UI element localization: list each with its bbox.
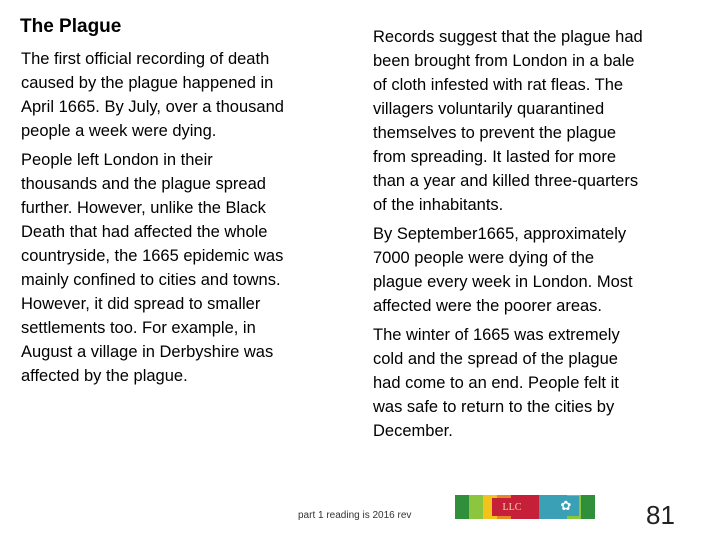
footer-source-text: part 1 reading is 2016 rev: [298, 510, 412, 521]
logo-stripe: [469, 495, 483, 519]
llc-logo: LLC: [492, 498, 532, 516]
right-paragraph-3: The winter of 1665 was extremely cold and the spread of the plague had come to an end. People felt it was safe to return to the cities by December.: [373, 326, 620, 440]
logo-stripe: [455, 495, 469, 519]
left-paragraph-2: People left London in their thousands and the plague spread further. However, unlike the Black Death that had affected the whole countryside, the 1665 epidemic was mainly confined to cities and towns. However, it did spread to smaller settlements too. For example, in August a village in Derbyshire was affected by the plague.: [21, 151, 284, 385]
right-paragraph-2: By September1665, approximately 7000 people were dying of the plague every week in London. Most affected were the poorer areas.: [373, 225, 633, 315]
right-paragraph-1: Records suggest that the plague had been brought from London in a bale of cloth infested with rat fleas. The villagers voluntarily quarantined themselves to prevent the plague from spreading. It lasted for more than a year and killed three-quarters of the inhabitants.: [373, 28, 643, 214]
page-title: The Plague: [20, 16, 122, 37]
left-paragraph-1: The first official recording of death caused by the plague happened in April 1665. By July, over a thousand people a week were dying.: [21, 50, 284, 140]
flower-emblem-icon: ✿: [553, 496, 579, 516]
page-number: 81: [646, 500, 675, 530]
logo-stripe: [539, 495, 553, 519]
right-column: [373, 25, 693, 448]
left-column: [21, 47, 341, 393]
logo-stripe: [581, 495, 595, 519]
